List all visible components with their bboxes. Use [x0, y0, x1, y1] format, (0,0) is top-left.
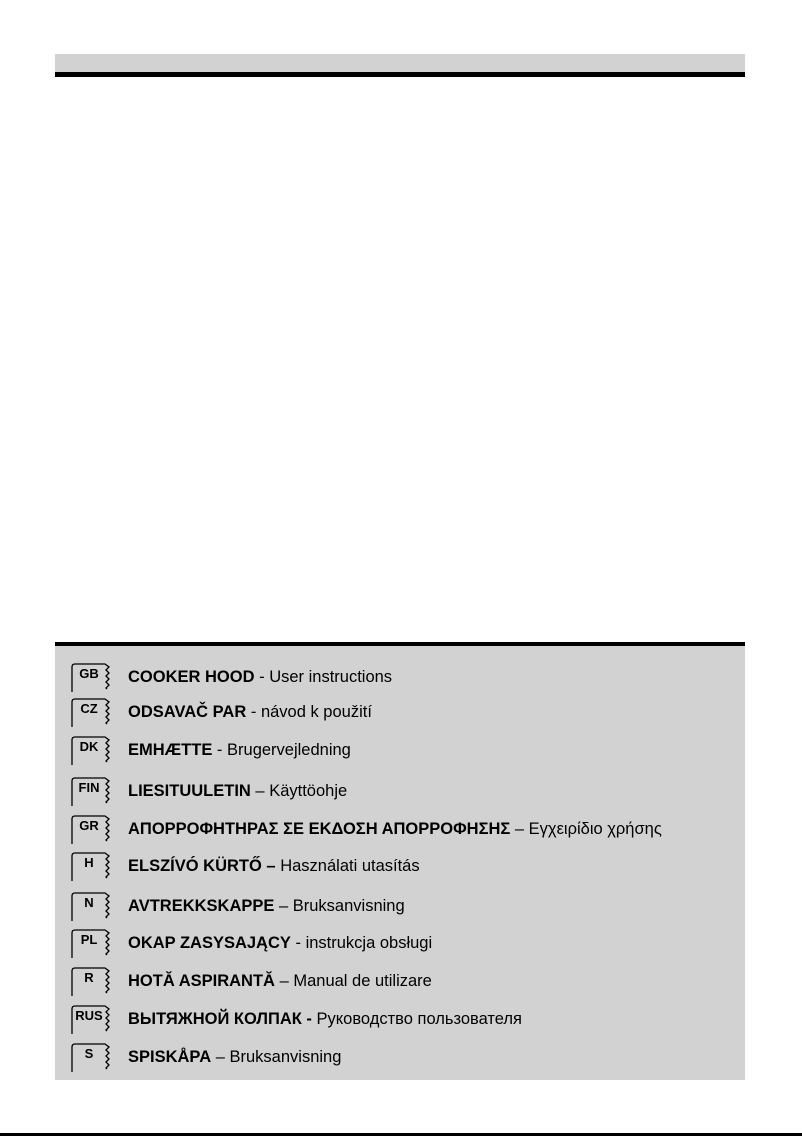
language-description: User instructions	[269, 668, 393, 686]
language-row-s	[55, 1042, 745, 1076]
language-separator: –	[274, 972, 294, 990]
language-row-dk	[55, 735, 745, 769]
language-description: návod k použití	[260, 703, 372, 721]
language-title: OKAP ZASYSAJĄCY	[128, 934, 291, 952]
language-code: DK	[79, 739, 99, 754]
language-row-gb	[55, 662, 745, 696]
language-title: LIESITUULETIN	[128, 782, 251, 800]
flag-tab-icon	[69, 892, 114, 922]
language-code: RUS	[75, 1008, 103, 1023]
language-code: N	[84, 895, 94, 910]
flag-tab-icon	[69, 852, 114, 882]
language-title: ВЫТЯЖНОЙ КОЛПАК -	[128, 1010, 312, 1028]
language-description: Εγχειρίδιο χρήσης	[528, 820, 662, 838]
language-row-h	[55, 851, 745, 885]
flag-tab-icon	[69, 929, 114, 959]
language-description: Руководство пользователя	[316, 1010, 522, 1028]
flag-tab-icon	[69, 698, 114, 728]
language-title: ΑΠΟΡΡΟΦΗΤΗΡΑΣ ΣΕ ΕΚΔΟΣΗ ΑΠΟΡΡΟΦΗΣΗΣ	[128, 820, 511, 838]
language-row-cz	[55, 697, 745, 731]
language-row-gr	[55, 814, 745, 848]
language-separator: –	[250, 782, 270, 800]
language-separator: –	[274, 897, 293, 915]
language-code: R	[84, 970, 94, 985]
language-description: Használati utasítás	[280, 857, 420, 875]
flag-tab-icon	[69, 967, 114, 997]
language-code: H	[84, 855, 94, 870]
language-code: FIN	[78, 780, 100, 795]
language-title: EMHÆTTE	[128, 741, 213, 759]
language-list	[55, 646, 745, 1080]
language-code: S	[84, 1046, 94, 1061]
flag-tab-icon	[69, 1005, 114, 1035]
language-code: GB	[79, 666, 99, 681]
flag-tab-icon	[69, 663, 114, 693]
header-band	[55, 54, 745, 72]
language-description: Brugervejledning	[227, 741, 351, 759]
header-rule	[55, 72, 745, 77]
language-description: Bruksanvisning	[292, 897, 405, 915]
flag-tab-icon	[69, 736, 114, 766]
language-code: GR	[79, 818, 99, 833]
language-title: HOTĂ ASPIRANTĂ	[128, 972, 275, 990]
language-separator: -	[254, 668, 270, 686]
language-description: Käyttöohje	[269, 782, 348, 800]
language-row-r	[55, 966, 745, 1000]
flag-tab-icon	[69, 1043, 114, 1073]
language-title: COOKER HOOD	[128, 668, 255, 686]
language-row-pl	[55, 928, 745, 962]
language-description: Bruksanvisning	[229, 1048, 342, 1066]
language-separator: -	[246, 703, 261, 721]
language-description: Manual de utilizare	[293, 972, 432, 990]
language-description: instrukcja obsługi	[305, 934, 433, 952]
language-separator: –	[211, 1048, 230, 1066]
flag-tab-icon	[69, 815, 114, 845]
language-title: AVTREKKSKAPPE	[128, 897, 275, 915]
language-row-rus	[55, 1004, 745, 1038]
language-title: ELSZÍVÓ KÜRTŐ –	[128, 857, 276, 875]
language-separator: –	[510, 820, 529, 838]
language-code: CZ	[80, 701, 98, 716]
language-separator: -	[290, 934, 306, 952]
language-title: ODSAVAČ PAR	[128, 703, 247, 721]
language-separator: -	[212, 741, 228, 759]
language-title: SPISKÅPA	[128, 1048, 212, 1066]
language-row-fin	[55, 776, 745, 810]
language-row-n	[55, 891, 745, 925]
language-code: PL	[80, 932, 98, 947]
flag-tab-icon	[69, 777, 114, 807]
